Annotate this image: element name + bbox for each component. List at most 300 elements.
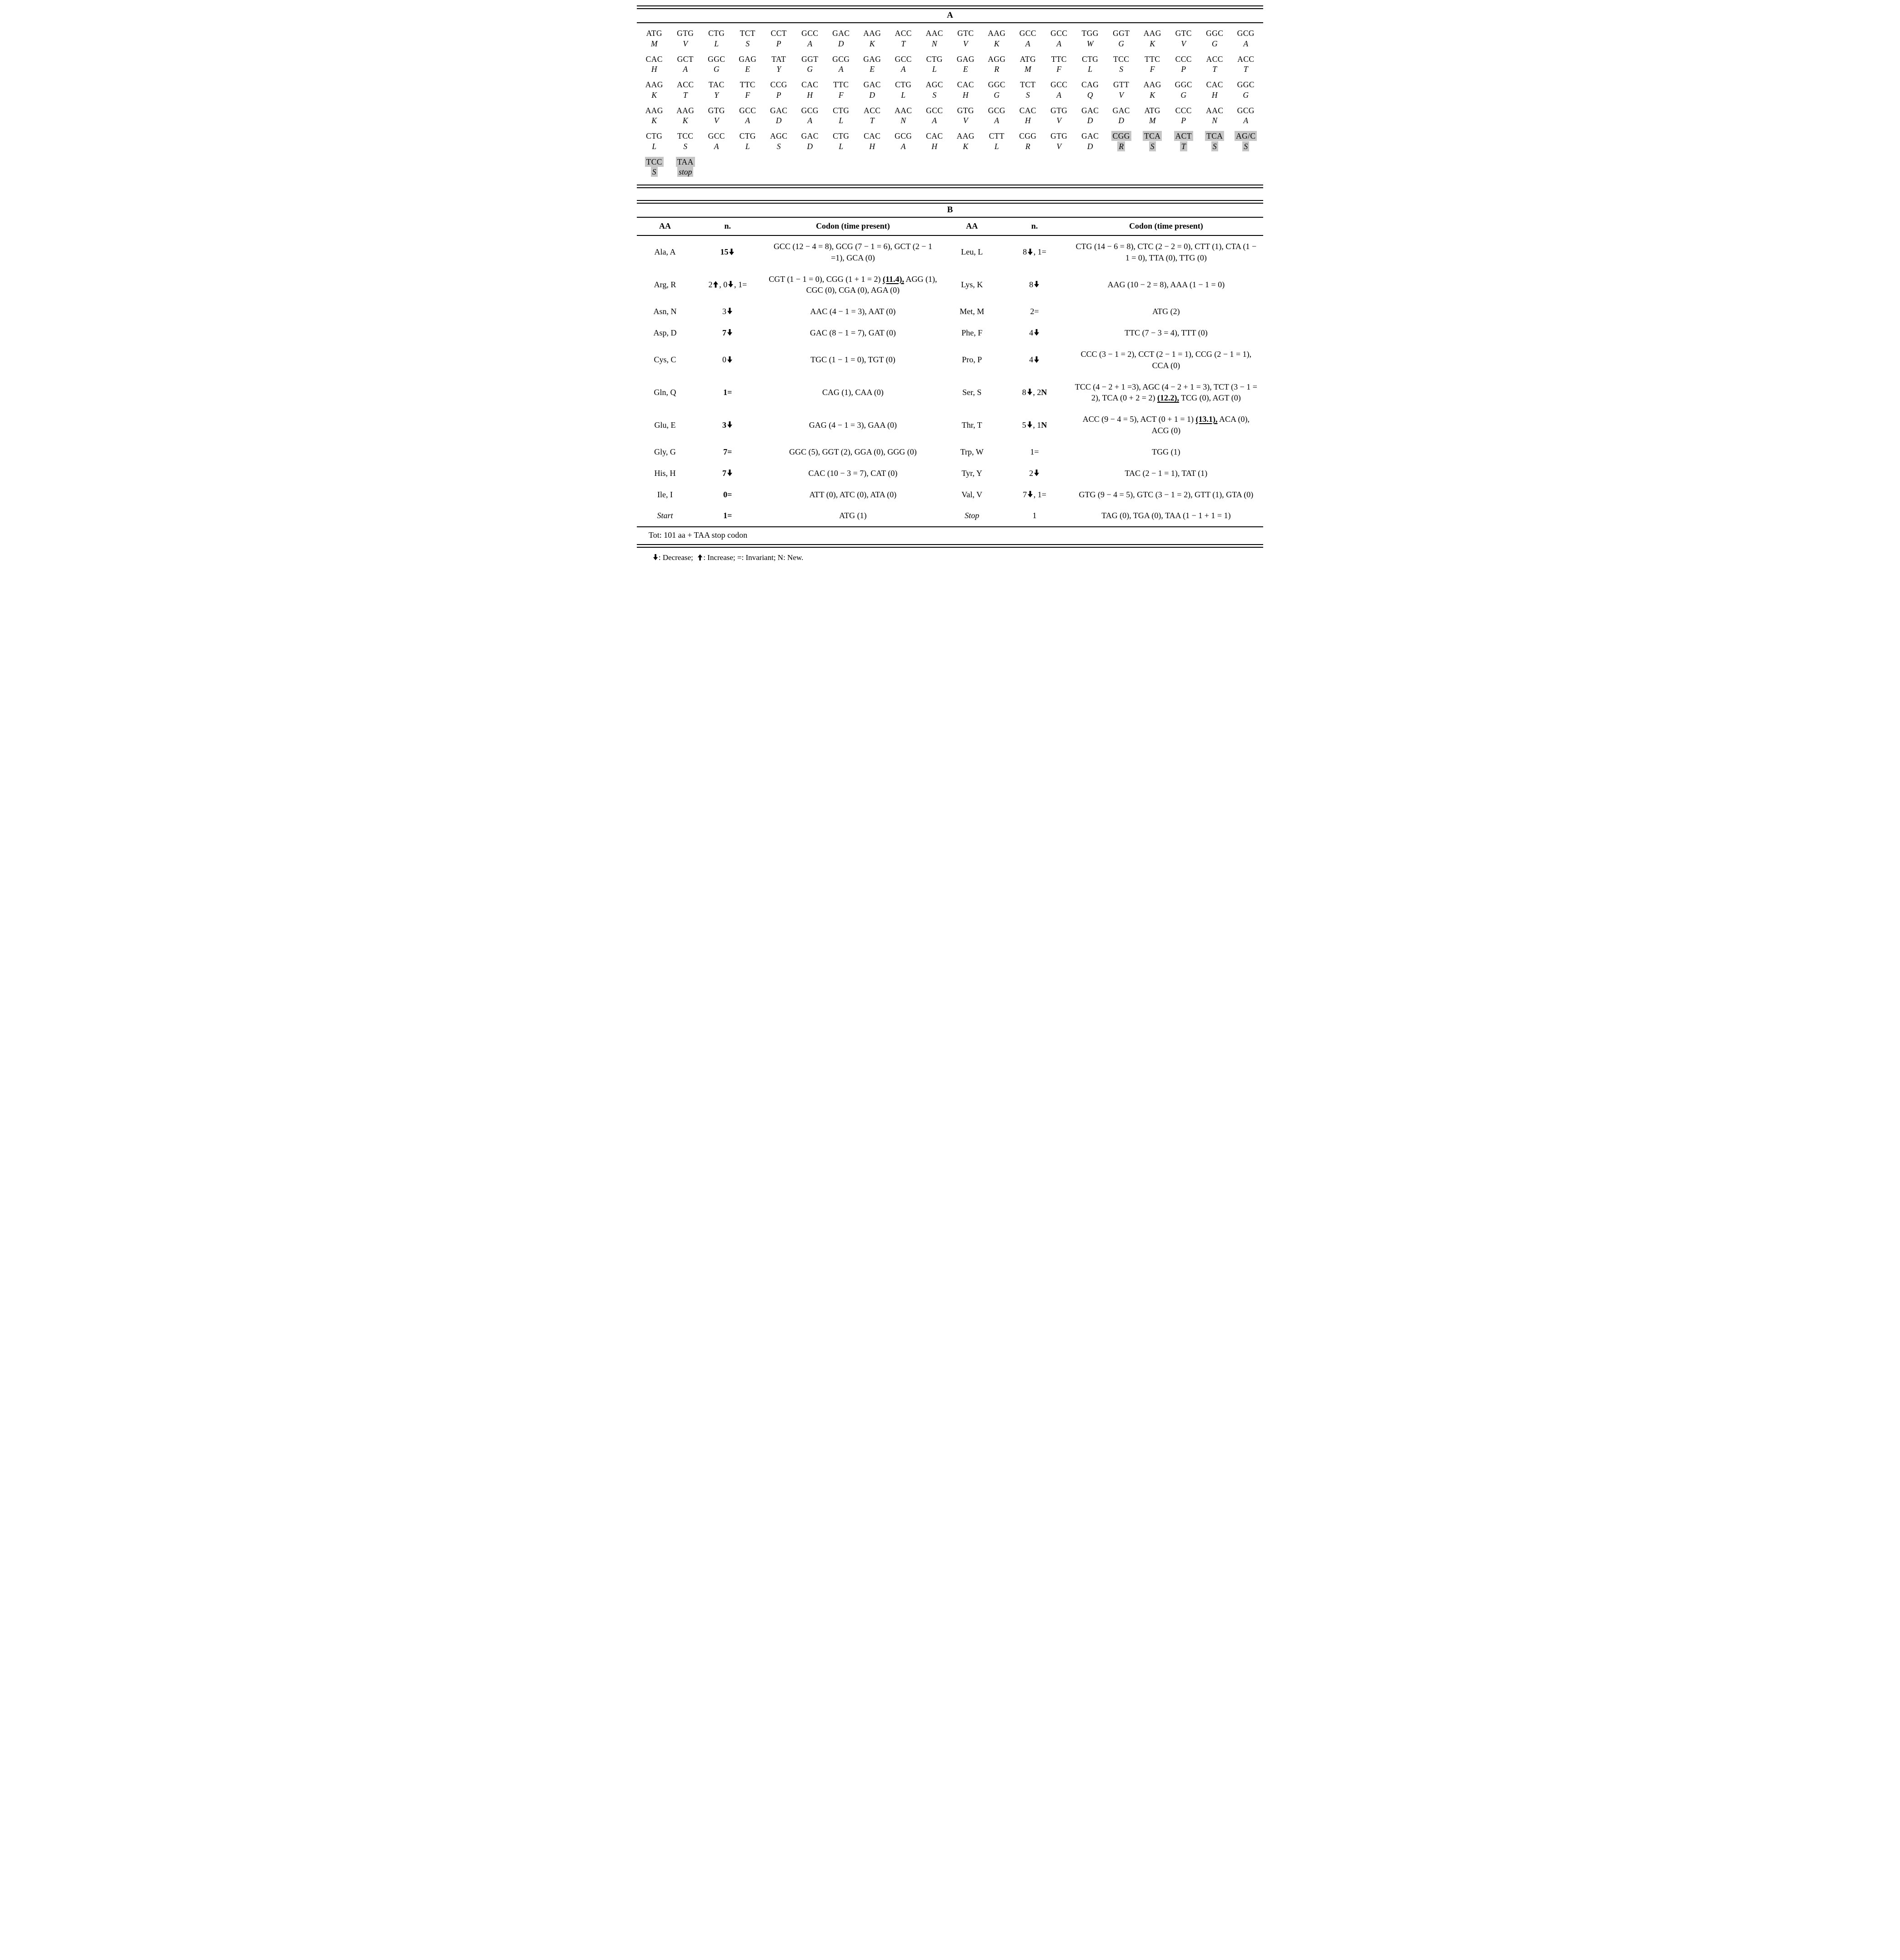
sequence-cell [795,26,826,52]
text-segment: Trp, W [960,447,984,456]
sequence-cell [950,129,981,155]
sequence-cell [1137,52,1168,78]
codon-cell [1069,463,1263,484]
text-segment: Stop [965,511,980,520]
codon: ACC [1237,54,1255,64]
amino-acid: A [1056,39,1062,48]
amino-acid: Y [714,90,719,100]
codon: GAG [739,54,757,64]
n-cell [693,484,762,505]
text-segment: GGC (5), GGT (2), GGA (0), GGG (0) [789,447,917,456]
n-cell [1000,505,1069,526]
codon-cell [1069,301,1263,322]
codon: CTG [833,131,850,140]
amino-acid: S [1242,141,1249,151]
aa-cell [637,505,693,526]
n-cell [1000,235,1069,269]
codon: TCA [1205,131,1224,141]
arrow-down-icon [1034,329,1040,336]
amino-acid: V [683,39,688,48]
codon-cell [1069,322,1263,344]
table-row [637,269,1263,301]
sequence-cell [732,52,764,78]
sequence-cell [1075,103,1106,129]
n-cell [693,269,762,301]
amino-acid: L [901,90,906,100]
col-header-codon-right: Codon (time present) [1069,218,1263,235]
codon-cell [1069,235,1263,269]
sequence-cell [1012,103,1044,129]
amino-acid: G [1243,90,1249,100]
amino-acid: H [962,90,969,100]
amino-acid: W [1086,39,1094,48]
amino-acid: L [932,65,937,74]
codon: GTG [708,105,725,115]
amino-acid: K [682,116,688,125]
codon: AGC [925,80,943,89]
aa-cell [637,409,693,441]
sequence-cell [1106,103,1137,129]
text-segment: GTG (9 − 4 = 5), GTC (3 − 1 = 2), GTT (1), GTA (0) [1079,490,1254,499]
codon: TAA [676,157,695,167]
n-cell [1000,376,1069,409]
text-segment: : Decrease; [658,553,697,562]
sequence-cell [1230,77,1262,103]
codon: GCG [832,54,850,64]
amino-acid: T [1243,65,1248,74]
codon: TAC [708,80,725,89]
sequence-cell [639,52,670,78]
aa-cell [637,269,693,301]
amino-acid: A [932,116,937,125]
sequence-cell [763,129,795,155]
sequence-cell [1106,52,1137,78]
amino-acid: T [683,90,688,100]
codon: CTG [708,29,725,38]
sequence-cell [1106,129,1137,155]
amino-acid: K [651,116,657,125]
aa-cell [944,484,1000,505]
codon: TCT [1020,80,1036,89]
text-segment: 15 [720,247,729,257]
amino-acid: G [1180,90,1187,100]
text-segment: 7 [722,328,726,338]
codon: TCT [740,29,755,38]
amino-acid: G [713,65,720,74]
sequence-row [639,103,1261,129]
amino-acid: H [651,65,657,74]
sequence-cell [950,103,981,129]
amino-acid: K [1150,90,1155,100]
amino-acid: H [807,90,813,100]
sequence-cell [1106,26,1137,52]
sequence-cell [1075,52,1106,78]
n-cell [1000,409,1069,441]
arrow-down-icon [727,470,733,476]
codon: GGT [801,54,819,64]
codon: TCC [1113,54,1130,64]
amino-acid: V [963,39,968,48]
sequence-cell [981,52,1013,78]
codon: GAC [801,131,819,140]
table-row [637,409,1263,441]
amino-acid: L [839,141,844,151]
amino-acid: G [1118,39,1125,48]
amino-acid: D [1087,116,1093,125]
text-segment: CTG (14 − 6 = 8), CTC (2 − 2 = 0), CTT (1), CTA (1 − 1 = 0), TTA (0), TTG (0) [1075,242,1257,262]
amino-acid: N [900,116,906,125]
text-segment: 1= [1030,447,1039,456]
codon: GCG [895,131,912,140]
text-segment: Start [657,511,673,520]
amino-acid: D [807,141,813,151]
text-segment: TCG (0), AGT (0) [1179,393,1241,403]
text-segment: (12.2), [1157,393,1179,403]
codon: AAC [1206,105,1224,115]
amino-acid: L [745,141,750,151]
sequence-cell [670,155,701,180]
sequence-cell [670,129,701,155]
n-cell [693,505,762,526]
amino-acid: E [963,65,968,74]
codon: GCC [1019,29,1036,38]
col-header-aa-right: AA [944,218,1000,235]
sequence-cell [919,103,950,129]
sequence-row [639,26,1261,52]
codon: GGC [1206,29,1224,38]
sequence-cell [981,129,1013,155]
sequence-cell [1137,103,1168,129]
codon: GTC [957,29,974,38]
sequence-cell [701,52,732,78]
codon: GCG [801,105,819,115]
codon: GAC [863,80,881,89]
amino-acid: H [869,141,875,151]
sequence-cell [825,26,857,52]
table-row [637,322,1263,344]
codon: CTG [895,80,912,89]
amino-acid: A [714,141,719,151]
amino-acid: stop [677,167,693,177]
arrow-down-icon [1027,389,1033,395]
text-segment: 3 [722,420,726,430]
aa-cell [944,322,1000,344]
text-segment: 1 [1032,511,1037,520]
amino-acid: H [931,141,938,151]
double-rule [637,5,1263,9]
codon-cell [762,301,944,322]
amino-acid: V [1056,116,1062,125]
sequence-cell [1230,129,1262,155]
codon: GAC [1081,131,1099,140]
codon: CGG [1111,131,1131,141]
amino-acid: D [838,39,844,48]
sequence-cell [825,52,857,78]
text-segment: GAG (4 − 1 = 3), GAA (0) [809,420,897,430]
aa-cell [637,463,693,484]
table-row [637,505,1263,526]
amino-acid: T [901,39,906,48]
codon-cell [1069,409,1263,441]
n-cell [693,463,762,484]
codon: GCG [988,105,1005,115]
text-segment: ACA (0), ACG (0) [1151,415,1250,435]
sequence-cell [763,52,795,78]
col-header-n-right: n. [1000,218,1069,235]
arrow-down-icon [653,554,658,560]
amino-acid: K [651,90,657,100]
codon: ATG [646,29,662,38]
col-header-aa-left: AA [637,218,693,235]
codon: GGC [1237,80,1255,89]
amino-acid: N [931,39,937,48]
text-segment: 4 [1029,355,1034,365]
arrow-down-icon [1034,356,1040,363]
codon: ATG [1020,54,1036,64]
amino-acid: A [1025,39,1030,48]
table-row [637,376,1263,409]
sequence-cell [1137,129,1168,155]
text-segment: His, H [654,468,676,478]
text-segment: 0 [722,355,726,365]
amino-acid: Q [1087,90,1093,100]
arrow-down-icon [1034,281,1040,288]
text-segment: Ile, I [657,490,673,499]
sequence-cell [670,52,701,78]
codon: GGT [1113,29,1130,38]
table-row [637,235,1263,269]
codon: CAG [1081,80,1099,89]
sequence-cell [1137,26,1168,52]
sequence-cell [701,103,732,129]
codon: TTC [833,80,849,89]
amino-acid: M [1149,116,1156,125]
codon: CTG [833,105,850,115]
sequence-cell [888,52,919,78]
text-segment: (11.4), [883,274,905,284]
panel-a-label: A [947,10,953,20]
codon: CTG [926,54,943,64]
amino-acid: A [994,116,1000,125]
sequence-cell [670,26,701,52]
codon: GAG [863,54,881,64]
amino-acid: H [1211,90,1218,100]
text-segment: ATT (0), ATC (0), ATA (0) [809,490,897,499]
codon-cell [1069,344,1263,376]
codon: AGC [770,131,788,140]
codon: CAC [864,131,881,140]
codon-cell [762,463,944,484]
arrow-down-icon [729,249,735,255]
sequence-cell [1137,77,1168,103]
aa-cell [944,269,1000,301]
amino-acid: G [1211,39,1218,48]
sequence-cell [1106,77,1137,103]
sequence-cell [888,129,919,155]
text-segment: TGG (1) [1152,447,1180,456]
text-segment: ATG (2) [1152,307,1180,316]
text-segment: Thr, T [961,420,982,430]
sequence-cell [795,103,826,129]
amino-acid: F [745,90,750,100]
codon: GCC [801,29,819,38]
codon-cell [1069,376,1263,409]
amino-acid: A [807,39,813,48]
amino-acid: S [651,167,658,177]
sequence-cell [1168,26,1200,52]
sequence-cell [1168,77,1200,103]
amino-acid: K [994,39,1000,48]
amino-acid: L [652,141,657,151]
codon-cell [1069,269,1263,301]
sequence-cell [857,26,888,52]
codon: TTC [740,80,755,89]
aa-cell [944,301,1000,322]
codon: GCC [1050,80,1068,89]
amino-acid: F [1150,65,1155,74]
text-segment: 7= [723,447,732,456]
codon: GTG [1050,131,1068,140]
text-segment: , 1 [1033,420,1041,430]
text-segment: 2 [708,280,713,290]
amino-acid: A [683,65,688,74]
sequence-cell [732,77,764,103]
codon: CCC [1175,105,1192,115]
sequence-cell [950,77,981,103]
n-cell [1000,344,1069,376]
n-cell [1000,301,1069,322]
sequence-cell [857,52,888,78]
amino-acid: P [776,90,781,100]
text-segment: N [1041,388,1047,397]
sequence-cell [1230,26,1262,52]
text-segment: Glu, E [654,420,676,430]
codon: GAC [1112,105,1130,115]
sequence-cell [1199,52,1230,78]
text-segment: Asn, N [653,307,677,316]
sequence-cell [919,26,950,52]
n-cell [1000,441,1069,463]
sequence-cell [1230,52,1262,78]
amino-acid: F [1056,65,1062,74]
text-segment: 8 [1022,388,1026,397]
sequence-cell [763,77,795,103]
amino-acid: F [838,90,844,100]
n-cell [693,301,762,322]
sequence-cell [1012,26,1044,52]
amino-acid: A [1243,39,1249,48]
amino-acid: S [745,39,750,48]
codon-cell [1069,441,1263,463]
sequence-cell [795,52,826,78]
amino-acid: D [775,116,782,125]
codon: GCC [895,54,912,64]
sequence-cell [981,103,1013,129]
amino-acid: M [650,39,658,48]
double-rule [637,200,1263,204]
amino-acid: S [776,141,781,151]
text-segment: Leu, L [961,247,983,257]
sequence-cell [919,129,950,155]
text-segment: Phe, F [961,328,983,338]
text-segment: Asp, D [653,328,677,338]
n-cell [1000,322,1069,344]
panel-gap [637,188,1263,200]
text-segment: Tyr, Y [961,468,982,478]
codon: CTG [646,131,663,140]
text-segment: ACC (9 − 4 = 5), ACT (0 + 1 = 1) [1082,415,1196,424]
text-segment: GCC (12 − 4 = 8), GCG (7 − 1 = 6), GCT (2 − 1 =1), GCA (0) [773,242,932,262]
sequence-cell [732,129,764,155]
amino-acid: P [776,39,781,48]
codon: AAG [676,105,695,115]
text-segment: , 2 [1033,388,1041,397]
codon: CCC [1175,54,1192,64]
codon-cell [762,322,944,344]
text-segment: Arg, R [654,280,676,290]
codon: AAG [1143,29,1161,38]
codon: ATG [1144,105,1160,115]
sequence-cell [763,26,795,52]
amino-acid: D [1118,116,1125,125]
amino-acid: L [994,141,999,151]
text-segment: , 1= [1033,490,1046,499]
sequence-row [639,77,1261,103]
table-footnote: Tot: 101 aa + TAA stop codon [649,530,748,540]
codon: TCA [1143,131,1162,141]
sequence-cell [1044,77,1075,103]
codon: GTC [1175,29,1192,38]
amino-acid: T [1212,65,1217,74]
text-segment: Ser, S [962,388,982,397]
sequence-cell [1075,129,1106,155]
amino-acid: H [1025,116,1031,125]
n-cell [693,235,762,269]
amino-acid: S [1211,141,1218,151]
codon: TGG [1081,29,1099,38]
amino-acid: L [1088,65,1093,74]
codon: TTC [1051,54,1067,64]
codon: GGC [1175,80,1192,89]
figure-page [633,0,1267,574]
aa-cell [637,322,693,344]
n-cell [1000,269,1069,301]
text-segment: CAC (10 − 3 = 7), CAT (0) [808,468,898,478]
text-segment: AAC (4 − 1 = 3), AAT (0) [810,307,896,316]
codon: GCC [1050,29,1068,38]
codon: AAG [645,105,663,115]
sequence-row [639,129,1261,155]
text-segment: Met, M [960,307,985,316]
codon: CTT [989,131,1005,140]
codon: CAC [957,80,974,89]
aa-cell [944,235,1000,269]
sequence-cell [1168,52,1200,78]
text-segment: , 1= [1033,247,1046,257]
panel-b-label: B [947,205,953,215]
amino-acid: R [994,65,1000,74]
codon: GTG [677,29,694,38]
text-segment: 0= [723,490,732,499]
arrow-down-icon [727,329,733,336]
aa-cell [637,235,693,269]
sequence-cell [1012,77,1044,103]
arrow-down-icon [727,308,733,315]
codon: ACC [1206,54,1223,64]
sequence-cell [1168,129,1200,155]
text-segment: Gln, Q [654,388,676,397]
codon-usage-table [637,218,1263,526]
